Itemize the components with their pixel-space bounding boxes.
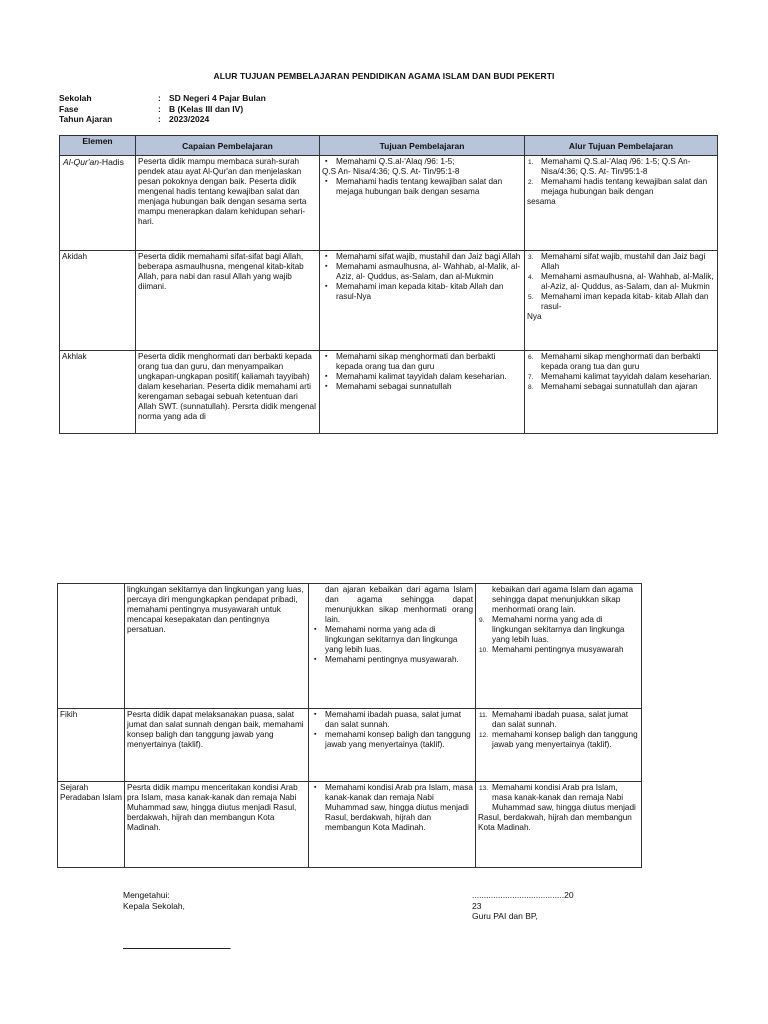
meta-label: Fase: [59, 103, 79, 114]
list-item: ▪ Memahami hadis tentang kewajiban salat dan mejaga hubungan baik dengan sesama: [336, 177, 522, 197]
table-body: [58, 584, 642, 868]
alur-list: [478, 783, 639, 833]
item-text: Memahami pentingnya musyawarah: [492, 645, 624, 654]
cell-tujuan: [320, 156, 525, 251]
item-number: 3.: [528, 253, 534, 261]
item-number: 4.: [528, 273, 534, 281]
table-header-row: [60, 136, 718, 156]
cell-capaian: lingkungan sekitarnya dan lingkungan yang luas, percaya diri mengungkapkan pendapat pribadi, memahami pentingnya musyawarah untuk mencapai kesepakatan dan pentingnya persatuan.: [125, 584, 309, 709]
item-number: 6.: [528, 353, 534, 361]
table-row: [60, 351, 718, 434]
list-item: [527, 312, 715, 322]
list-item: Q.S An- Nisa/4:36; Q.S. At- Tin/95:1-8: [322, 167, 460, 176]
meta-label: Tahun Ajaran: [59, 114, 113, 124]
list-item: [528, 177, 715, 197]
cell-tujuan: [320, 251, 525, 351]
table-row: [58, 782, 642, 868]
item-text: Memahami iman kepada kitab- kitab Allah dan rasul-: [541, 292, 709, 311]
cell-capaian: Pesrta didik dapat melaksanakan puasa, salat jumat dan salat sunnah dengan baik, memahami konsep baligh dan tanggung jawab yang menyertainya (taklif).: [125, 709, 309, 782]
tujuan-list: [322, 252, 522, 302]
table-row: [60, 156, 718, 251]
cell-capaian: Pesrta didik mampu menceritakan kondisi Arab pra Islam, masa kanak-kanak dan remaja Nabi Muhammad saw, hingga diutus menjadi Rasul, berdakwah, hijrah dan membangun Kota Madinah.: [125, 782, 309, 868]
alur-list: [478, 585, 639, 655]
item-text: Memahami sebagai sunnatullah dan ajaran: [541, 382, 698, 391]
item-text: Memahami hadis tentang kewajiban salat dan mejaga hubungan baik dengan: [541, 177, 708, 196]
list-item: ▪ Memahami kalimat tayyidah dalam keseharian.: [336, 372, 522, 382]
signature-left: [123, 890, 185, 911]
meta-row-sekolah: [59, 93, 266, 104]
item-text: Memahami ibadah puasa, salat jumat dan salat sunnah.: [492, 710, 629, 729]
tujuan-list: [322, 352, 522, 392]
meta-label: Sekolah: [59, 93, 92, 103]
meta-colon: :: [158, 103, 161, 114]
item-number: 11.: [479, 711, 488, 719]
elemen-rest: -Hadis: [99, 157, 124, 167]
header-alur: Alur Tujuan Pembelajaran: [525, 136, 718, 156]
item-text: Memahami asmaulhusna, al- Wahhab, al-Malik, al-Aziz, al- Quddus, as-Salam, dan al- Mukmin: [541, 272, 714, 291]
list-item: ▪ Memahami sifat wajib, mustahil dan Jaiz bagi Allah: [336, 252, 522, 262]
meta-value: 2023/2024: [169, 114, 210, 124]
tujuan-list: [311, 783, 473, 833]
item-number: 9.: [479, 616, 485, 624]
item-number: 1.: [528, 158, 534, 166]
alur-list: [478, 710, 639, 750]
cell-alur: [525, 251, 718, 351]
signature-right-role: Guru PAI dan BP,: [472, 911, 538, 921]
signature-date-line: .......................................20: [472, 890, 574, 900]
list-item: [478, 813, 639, 833]
list-item: [479, 710, 639, 730]
list-item: [479, 645, 639, 655]
item-number: 7.: [528, 373, 534, 381]
item-text: Nya: [527, 312, 542, 321]
list-item: [528, 382, 715, 392]
cell-elemen: Fikih: [58, 709, 125, 782]
meta-colon: :: [158, 114, 161, 124]
elemen-italic: Al-Qur'an: [63, 157, 100, 167]
item-number: 8.: [528, 383, 534, 391]
meta-colon: :: [158, 93, 161, 103]
item-number: 13.: [479, 784, 489, 792]
cell-capaian: Peserta didik menghormati dan berbakti kepada orang tua dan guru, dan menyampaikan ungkapan-ungkapan positif( kaliamah tayyibah) dalam keseharian. Peserta didik memahami arti kerengaman sebagai sebuah ketentuan dari Allah SWT. (sunnatullah). Persrta didik mengenal norma yang ada di: [136, 351, 320, 434]
list-item: ▪ Memahami kondisi Arab pra Islam, masa kanak-kanak dan remaja Nabi Muhammad saw, hingga diutus menjadi Rasul, berdakwah, hijrah dan membangun Kota Madinah.: [325, 783, 473, 833]
item-text: Rasul, berdakwah, hijrah dan membangun Kota Madinah.: [478, 813, 632, 832]
cell-alur: [525, 351, 718, 434]
list-item: [528, 372, 715, 382]
list-item: ▪ memahami konsep baligh dan tanggung jawab yang menyertainya (taklif).: [325, 730, 473, 750]
table-row: [58, 584, 642, 709]
cell-elemen: Akidah: [60, 251, 136, 351]
document-meta: [59, 93, 266, 125]
list-item: [479, 783, 639, 813]
cell-alur: [476, 782, 642, 868]
cell-alur: [476, 584, 642, 709]
signature-line: [123, 948, 230, 949]
list-item: [528, 352, 715, 372]
signature-year-cont: 23: [472, 900, 482, 911]
cell-tujuan: [309, 709, 476, 782]
list-item: [479, 615, 639, 645]
cell-alur: [525, 156, 718, 251]
signature-left-line2: Kepala Sekolah,: [123, 900, 185, 911]
table-row: [58, 709, 642, 782]
list-item: ▪ Memahami pentingnya musyawarah.: [325, 655, 473, 665]
item-number: 10.: [479, 646, 489, 654]
item-number: 12.: [479, 731, 489, 739]
meta-value: SD Negeri 4 Pajar Bulan: [169, 93, 266, 103]
list-item: ▪ Memahami ibadah puasa, salat jumat dan salat sunnah.: [325, 710, 473, 730]
item-text: sesama: [527, 197, 556, 206]
item-number: 2.: [528, 178, 534, 186]
meta-row-tahun-ajaran: [59, 114, 266, 125]
item-text: Memahami Q.S.al-'Alaq /96: 1-5; Q.S An- Nisa/4:36; Q.S. At- Tin/95:1-8: [541, 157, 691, 176]
list-item: ▪ Memahami asmaulhusna, al- Wahhab, al-Malik, al-Aziz, al- Quddus, as-Salam, dan al-Mukmin: [336, 262, 522, 282]
cell-elemen: Sejarah Peradaban Islam: [58, 782, 125, 868]
signature-right: [472, 890, 574, 922]
cell-elemen: [58, 584, 125, 709]
item-text: kebaikan dari agama Islam dan agama sehingga dapat menunjukkan sikap menhormati orang lain.: [492, 585, 634, 614]
list-item: ▪ Memahami norma yang ada di lingkungan sekitarnya dan lingkunga yang lebih luas.: [325, 625, 473, 655]
list-item: [528, 292, 715, 312]
list-item: [492, 585, 639, 615]
tujuan-list: [322, 157, 522, 197]
cell-tujuan: [320, 351, 525, 434]
table-row: [60, 251, 718, 351]
item-text: memahami konsep baligh dan tanggung jawab yang menyertainya (taklif).: [492, 730, 638, 749]
header-tujuan: Tujuan Pembelajaran: [320, 136, 525, 156]
cell-alur: [476, 709, 642, 782]
cell-tujuan: [309, 782, 476, 868]
cell-elemen: [60, 156, 136, 251]
cell-capaian: Peserta didik memahami sifat-sifat bagi Allah, beberapa asmaulhusna, mengenal kitab-kitab Allah, para nabi dan rasul Allah yang wajib diimani.: [136, 251, 320, 351]
list-item: ▪ Memahami Q.S.al-'Alaq /96: 1-5;: [336, 157, 522, 167]
document-title: ALUR TUJUAN PEMBELAJARAN PENDIDIKAN AGAMA ISLAM DAN BUDI PEKERTI: [213, 71, 555, 81]
meta-value: B (Kelas III dan IV): [169, 103, 244, 114]
atp-table-page2: [57, 583, 642, 868]
list-item: [528, 252, 715, 272]
list-item: dan ajaran kebaikan dari agama Islam dan agama sehingga dapat menunjukkan sikap menhormati orang lain.: [325, 585, 473, 624]
header-capaian: Capaian Pembelajaran: [136, 136, 320, 156]
item-text: Memahami sikap menghormati dan berbakti kepada orang tua dan guru: [541, 352, 701, 371]
cell-capaian: Peserta didik mampu membaca surah-surah pendek atau ayat Al-Qur'an dan menjelaskan pesan pokoknya dengan baik. Peserta didik mengenal hadis tentang kewajiban salat dan menjaga hubungan baik dengan sesama serta mampu menerapkan dalam kehidupan sehari-hari.: [136, 156, 320, 251]
item-number: 5.: [528, 293, 534, 301]
list-item: ▪ Memahami iman kepada kitab- kitab Allah dan rasul-Nya: [336, 282, 522, 302]
item-text: Memahami kalimat tayyidah dalam keseharian.: [541, 372, 712, 381]
header-elemen: Elemen: [60, 136, 136, 156]
item-text: Memahami kondisi Arab pra Islam, masa kanak-kanak dan remaja Nabi Muhammad saw, hingga diutus menjadi: [492, 783, 636, 812]
table-body: [60, 156, 718, 434]
list-item: [528, 157, 715, 177]
meta-row-fase: [59, 104, 266, 115]
signature-line-dot: .: [229, 941, 232, 951]
alur-list: [527, 252, 715, 322]
list-item: [528, 272, 715, 292]
item-text: Memahami sifat wajib, mustahil dan Jaiz bagi Allah: [541, 252, 706, 271]
list-item: ▪ Memahami sikap menghormati dan berbakti kepada orang tua dan guru: [336, 352, 522, 372]
signature-left-line1: Mengetahui:: [123, 890, 170, 900]
list-item: ▪ Memahami sebagai sunnatullah: [336, 382, 522, 392]
item-text: Memahami norma yang ada di lingkungan sekitarnya dan lingkunga yang lebih luas.: [492, 615, 625, 644]
cell-elemen: Akhlak: [60, 351, 136, 434]
alur-list: [527, 352, 715, 392]
alur-list: [527, 157, 715, 207]
list-item: [527, 197, 715, 207]
atp-table-page1: [59, 135, 718, 434]
tujuan-list: [311, 585, 473, 665]
list-item: [479, 730, 639, 750]
cell-tujuan: [309, 584, 476, 709]
tujuan-list: [311, 710, 473, 750]
